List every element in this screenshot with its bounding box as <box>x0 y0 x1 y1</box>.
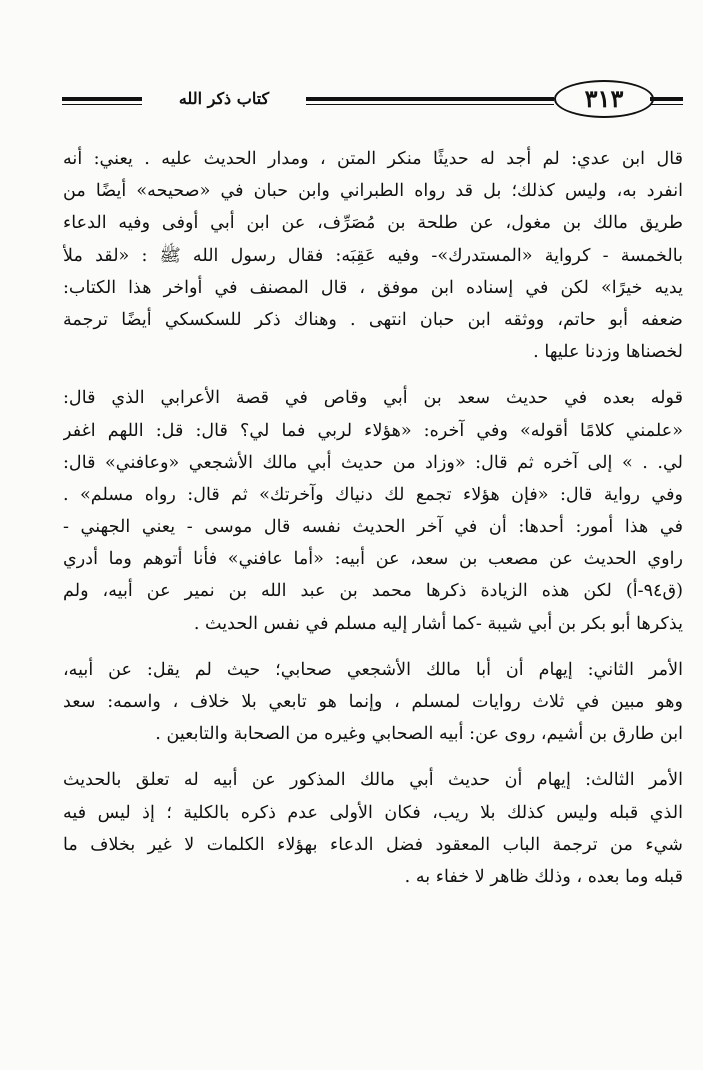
text-line: «علمني كلامًا أقوله» وفي آخره: «هؤلاء لربي فما لي؟ قال: قل: اللهم اغفر <box>63 420 683 441</box>
text-line: وهو مبين في ثلاث روايات لمسلم ، وإنما هو تابعي بلا خلاف ، واسمه: سعد <box>63 692 683 712</box>
text-line: الأمر الثاني: إيهام أن أبا مالك الأشجعي صحابي؛ حيث لم يقل: عن أبيه، <box>63 659 683 680</box>
text-line: قبله وما بعده ، وذلك ظاهر لا خفاء به . <box>404 866 683 887</box>
paragraph <box>63 764 683 893</box>
text-line: انفرد به، وليس كذلك؛ بل قد رواه الطبراني وابن حبان في «صحيحه» أيضًا من <box>63 181 683 202</box>
page-body <box>63 143 683 907</box>
header-rule-middle-thick <box>306 97 554 101</box>
text-line: راوي الحديث عن مصعب بن سعد، عن أبيه: «أما عافني» فأنا أتوهم وما أدري <box>63 549 683 570</box>
text-line: وفي رواية قال: «فإن هؤلاء تجمع لك دنياك وآخرتك» ثم قال: رواه مسلم» . <box>63 484 683 505</box>
header-rule-left-thin <box>62 104 142 105</box>
header-rule-middle-thin <box>306 104 554 105</box>
paragraph <box>63 143 683 368</box>
text-line: ابن طارق بن أشيم، روى عن: أبيه الصحابي وغيره من الصحابة والتابعين . <box>155 724 683 745</box>
paragraph <box>63 654 683 751</box>
text-line: يذكرها أبو بكر بن أبي شيبة -كما أشار إليه مسلم في نفس الحديث . <box>193 613 683 634</box>
text-line: شيء من ترجمة الباب المعقود فضل الدعاء بهؤلاء الكلمات لا غير بخلاف ما <box>63 834 683 855</box>
text-line: في هذا أمور: أحدها: أن في آخر الحديث نفسه قال موسى - يعني الجهني - <box>63 517 683 538</box>
page-number: ٣١٣ <box>554 80 654 118</box>
text-line: (ق٩٤-أ) لكن هذه الزيادة ذكرها محمد بن عبد الله بن نمير عن أبيه، ولم <box>63 581 683 602</box>
text-line: قال ابن عدي: لم أجد له حديثًا منكر المتن ، ومدار الحديث عليه . يعني: أنه <box>63 149 683 169</box>
text-line: الذي قبله وليس كذلك بلا ريب، فكان الأولى عدم ذكره بالكلية ؛ إذ ليس فيه <box>63 802 683 823</box>
text-line: طريق مالك بن مغول، عن طلحة بن مُصَرِّف، عن ابن أبي أوفى وفيه الدعاء <box>63 213 683 234</box>
text-line: بالخمسة - كرواية «المستدرك»- وفيه عَقِبَه: فقال رسول الله ﷺ : «لقد ملأ <box>63 245 683 266</box>
page-header <box>58 80 683 130</box>
header-rule-right-thin <box>650 104 683 105</box>
paragraph <box>63 382 683 640</box>
text-line: ضعفه أبو حاتم، ووثقه ابن حبان انتهى . وهناك ذكر للسكسكي أيضًا ترجمة <box>63 309 683 330</box>
header-rule-right-thick <box>650 97 683 101</box>
text-line: الأمر الثالث: إيهام أن حديث أبي مالك المذكور عن أبيه له تعلق بالحديث <box>63 770 683 791</box>
text-line: لي. . » إلى آخره ثم قال: «وزاد من حديث أبي مالك الأشجعي «وعافني» قال: <box>63 452 683 473</box>
text-line: لخصناها وزدنا عليها . <box>533 342 683 363</box>
text-line: قوله بعده في حديث سعد بن أبي وقاص في قصة الأعرابي الذي قال: <box>63 388 683 409</box>
header-rule-left-thick <box>62 97 142 101</box>
text-line: يديه خيرًا» لكن في إسناده ابن موفق ، قال المصنف في أواخر هذا الكتاب: <box>63 277 683 298</box>
book-title: كتاب ذكر الله <box>178 89 270 108</box>
